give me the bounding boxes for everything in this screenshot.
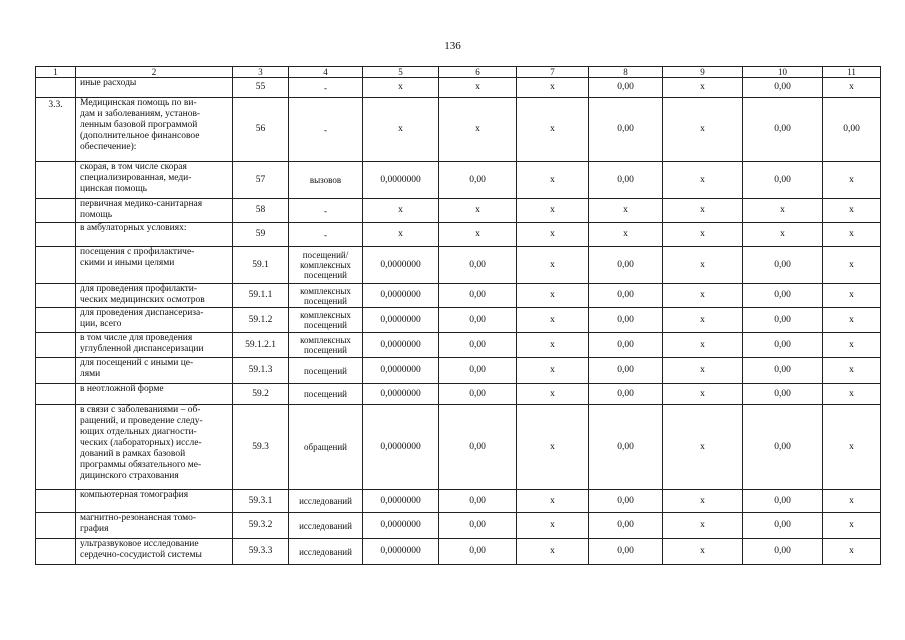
section-number-cell [36,490,76,513]
row-code-cell: 59 [233,223,289,247]
value-cell: 0,0000000 [363,284,439,308]
expense-table [35,66,881,565]
unit-cell: посещений/ комплексных посещений [289,247,363,284]
value-cell: 0,00 [743,284,823,308]
value-cell: 0,00 [439,358,517,384]
value-cell: х [517,513,589,539]
value-cell: х [439,98,517,162]
value-cell: 0,00 [439,247,517,284]
value-cell: х [823,358,881,384]
table-row [36,539,881,565]
value-cell: х [743,223,823,247]
table-row [36,247,881,284]
value-cell: х [663,223,743,247]
section-number-cell [36,539,76,565]
value-cell: х [517,247,589,284]
section-number-cell [36,247,76,284]
column-header: 3 [233,67,289,78]
value-cell: 0,0000000 [363,405,439,490]
value-cell: 0,00 [743,308,823,333]
unit-cell: комплексных посещений [289,284,363,308]
value-cell: 0,00 [743,358,823,384]
row-code-cell: 59.1 [233,247,289,284]
value-cell: х [363,78,439,98]
unit-cell: исследований [289,539,363,565]
unit-cell: посещений [289,384,363,405]
table-row [36,98,881,162]
value-cell: 0,00 [439,284,517,308]
value-cell: 0,00 [743,78,823,98]
value-cell: х [823,223,881,247]
value-cell: 0,00 [589,358,663,384]
column-header: 9 [663,67,743,78]
section-number-cell [36,384,76,405]
value-cell: х [823,384,881,405]
column-header: 2 [76,67,233,78]
row-name-cell: посещения с профилактиче- скими и иными целями [76,247,233,284]
value-cell: х [517,490,589,513]
value-cell: х [517,78,589,98]
value-cell: х [663,539,743,565]
column-header: 11 [823,67,881,78]
row-code-cell: 59.1.3 [233,358,289,384]
table-row [36,513,881,539]
value-cell: х [517,333,589,358]
column-header: 1 [36,67,76,78]
table-row [36,199,881,223]
value-cell: х [439,223,517,247]
value-cell: х [663,284,743,308]
value-cell: х [663,333,743,358]
value-cell: х [663,384,743,405]
unit-cell: исследований [289,513,363,539]
value-cell: 0,00 [743,247,823,284]
value-cell: 0,00 [589,333,663,358]
value-cell: х [517,539,589,565]
value-cell: х [663,199,743,223]
row-code-cell: 58 [233,199,289,223]
value-cell: х [517,284,589,308]
value-cell: х [517,199,589,223]
value-cell: х [517,358,589,384]
value-cell: 0,00 [589,384,663,405]
value-cell: х [363,98,439,162]
section-number-cell: 3.3. [36,98,76,162]
column-header: 5 [363,67,439,78]
row-name-cell: для проведения профилакти- ческих медицинских осмотров [76,284,233,308]
section-number-cell [36,199,76,223]
value-cell: 0,0000000 [363,384,439,405]
value-cell: 0,0000000 [363,358,439,384]
value-cell: х [517,162,589,199]
value-cell: 0,0000000 [363,247,439,284]
value-cell: х [823,78,881,98]
value-cell: х [663,308,743,333]
row-code-cell: 59.3.1 [233,490,289,513]
column-header: 6 [439,67,517,78]
value-cell: х [663,490,743,513]
row-name-cell: в неотложной форме [76,384,233,405]
table-body [36,78,881,565]
unit-cell: - [289,98,363,162]
row-name-cell: первичная медико-санитарная помощь [76,199,233,223]
section-number-cell [36,162,76,199]
section-number-cell [36,513,76,539]
value-cell: 0,00 [743,384,823,405]
value-cell: 0,00 [743,98,823,162]
row-name-cell: компьютерная томография [76,490,233,513]
value-cell: 0,00 [439,162,517,199]
value-cell: х [663,513,743,539]
value-cell: х [823,247,881,284]
value-cell: 0,0000000 [363,539,439,565]
column-header: 7 [517,67,589,78]
row-code-cell: 56 [233,98,289,162]
value-cell: х [663,405,743,490]
unit-cell: - [289,78,363,98]
table-row [36,384,881,405]
value-cell: 0,0000000 [363,162,439,199]
section-number-cell [36,405,76,490]
unit-cell: комплексных посещений [289,308,363,333]
row-name-cell: в связи с заболеваниями – об- ращений, и проведение следу- ющих отдельных диагности- ческих (лабораторных) иссле- дований в рамках базовой программы обязательного ме- дицинского страхования [76,405,233,490]
row-name-cell: для посещений с иными це- лями [76,358,233,384]
value-cell: х [663,98,743,162]
value-cell: 0,00 [589,98,663,162]
value-cell: 0,00 [743,162,823,199]
value-cell: х [589,223,663,247]
column-number-row [36,67,881,78]
value-cell: х [823,490,881,513]
value-cell: х [823,333,881,358]
value-cell: 0,00 [439,308,517,333]
value-cell: 0,00 [589,539,663,565]
value-cell: 0,00 [743,513,823,539]
row-code-cell: 55 [233,78,289,98]
value-cell: 0,00 [743,490,823,513]
value-cell: 0,00 [439,405,517,490]
table-row [36,490,881,513]
value-cell: х [439,199,517,223]
unit-cell: - [289,199,363,223]
unit-cell: вызовов [289,162,363,199]
value-cell: х [663,162,743,199]
value-cell: 0,00 [589,78,663,98]
value-cell: х [663,78,743,98]
row-code-cell: 59.2 [233,384,289,405]
value-cell: х [517,223,589,247]
value-cell: 0,00 [743,333,823,358]
value-cell: 0,00 [589,405,663,490]
value-cell: х [517,98,589,162]
row-name-cell: иные расходы [76,78,233,98]
value-cell: х [823,308,881,333]
row-code-cell: 59.3.2 [233,513,289,539]
section-number-cell [36,78,76,98]
page-number: 136 [444,40,461,52]
value-cell: х [823,539,881,565]
section-number-cell [36,308,76,333]
value-cell: х [517,308,589,333]
row-name-cell: для проведения диспансериза- ции, всего [76,308,233,333]
value-cell: х [823,405,881,490]
row-code-cell: 59.3 [233,405,289,490]
value-cell: 0,0000000 [363,490,439,513]
unit-cell: комплексных посещений [289,333,363,358]
value-cell: х [589,199,663,223]
table-row [36,162,881,199]
value-cell: х [363,223,439,247]
row-code-cell: 59.1.2 [233,308,289,333]
value-cell: 0,00 [439,513,517,539]
value-cell: 0,00 [589,513,663,539]
value-cell: х [823,199,881,223]
value-cell: х [663,358,743,384]
row-name-cell: Медицинская помощь по ви- дам и заболеваниям, установ- ленным базовой программой (дополнительное финансовое обеспечение): [76,98,233,162]
table-row [36,223,881,247]
unit-cell: посещений [289,358,363,384]
value-cell: х [823,513,881,539]
unit-cell: - [289,223,363,247]
table-row [36,405,881,490]
value-cell: 0,00 [823,98,881,162]
value-cell: 0,00 [743,539,823,565]
value-cell: 0,0000000 [363,333,439,358]
table-row [36,333,881,358]
row-name-cell: в амбулаторных условиях: [76,223,233,247]
value-cell: х [439,78,517,98]
value-cell: х [517,384,589,405]
unit-cell: исследований [289,490,363,513]
value-cell: х [663,247,743,284]
value-cell: х [743,199,823,223]
row-name-cell: скорая, в том числе скорая специализированная, меди- цинская помощь [76,162,233,199]
table-row [36,284,881,308]
value-cell: 0,00 [439,490,517,513]
row-code-cell: 59.1.1 [233,284,289,308]
row-code-cell: 57 [233,162,289,199]
column-header: 8 [589,67,663,78]
column-header: 4 [289,67,363,78]
section-number-cell [36,284,76,308]
section-number-cell [36,358,76,384]
value-cell: 0,00 [743,405,823,490]
value-cell: 0,00 [589,308,663,333]
row-code-cell: 59.3.3 [233,539,289,565]
row-code-cell: 59.1.2.1 [233,333,289,358]
value-cell: 0,00 [439,333,517,358]
section-number-cell [36,223,76,247]
value-cell: 0,00 [589,284,663,308]
table-row [36,78,881,98]
value-cell: 0,00 [589,247,663,284]
value-cell: 0,00 [589,162,663,199]
unit-cell: обращений [289,405,363,490]
row-name-cell: магнитно-резонансная томо- графия [76,513,233,539]
table-row [36,358,881,384]
value-cell: х [823,284,881,308]
row-name-cell: ультразвуковое исследование сердечно-сосудистой системы [76,539,233,565]
value-cell: 0,00 [439,539,517,565]
value-cell: х [823,162,881,199]
value-cell: 0,0000000 [363,308,439,333]
value-cell: 0,0000000 [363,513,439,539]
column-header: 10 [743,67,823,78]
row-name-cell: в том числе для проведения углубленной диспансеризации [76,333,233,358]
table-row [36,308,881,333]
value-cell: х [517,405,589,490]
section-number-cell [36,333,76,358]
value-cell: х [363,199,439,223]
value-cell: 0,00 [439,384,517,405]
value-cell: 0,00 [589,490,663,513]
